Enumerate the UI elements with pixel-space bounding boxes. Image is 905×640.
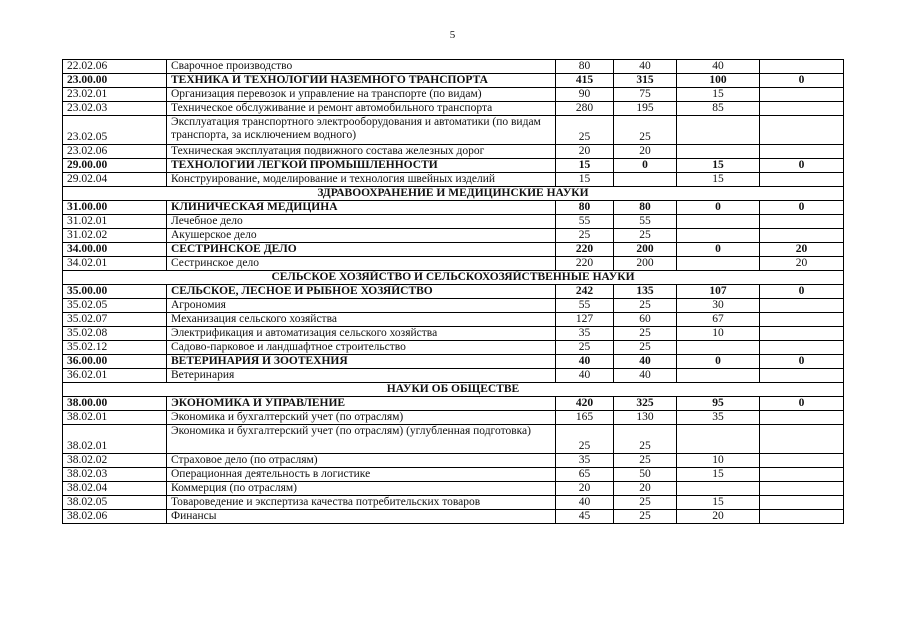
name-cell: Лечебное дело bbox=[167, 215, 556, 229]
column-4-cell bbox=[760, 215, 844, 229]
budget-cell: 25 bbox=[614, 510, 677, 524]
total-cell: 40 bbox=[556, 355, 614, 369]
column-4-cell bbox=[760, 299, 844, 313]
column-4-cell bbox=[760, 411, 844, 425]
column-4-cell: 0 bbox=[760, 159, 844, 173]
budget-cell: 20 bbox=[614, 145, 677, 159]
section-title: НАУКИ ОБ ОБЩЕСТВЕ bbox=[63, 383, 844, 397]
column-3-cell: 15 bbox=[677, 173, 760, 187]
budget-cell: 75 bbox=[614, 88, 677, 102]
column-3-cell: 30 bbox=[677, 299, 760, 313]
group-row bbox=[63, 285, 844, 299]
total-cell: 45 bbox=[556, 510, 614, 524]
column-4-cell bbox=[760, 327, 844, 341]
column-3-cell bbox=[677, 116, 760, 145]
column-3-cell: 35 bbox=[677, 411, 760, 425]
total-cell: 20 bbox=[556, 145, 614, 159]
column-3-cell: 95 bbox=[677, 397, 760, 411]
code-cell: 38.02.05 bbox=[63, 496, 167, 510]
total-cell: 420 bbox=[556, 397, 614, 411]
total-cell: 80 bbox=[556, 201, 614, 215]
code-cell: 23.02.05 bbox=[63, 116, 167, 145]
total-cell: 220 bbox=[556, 257, 614, 271]
total-cell: 280 bbox=[556, 102, 614, 116]
column-3-cell: 107 bbox=[677, 285, 760, 299]
group-row bbox=[63, 243, 844, 257]
code-cell: 38.02.01 bbox=[63, 425, 167, 454]
column-4-cell bbox=[760, 341, 844, 355]
column-4-cell bbox=[760, 60, 844, 74]
column-3-cell: 15 bbox=[677, 88, 760, 102]
name-cell: Операционная деятельность в логистике bbox=[167, 468, 556, 482]
budget-cell: 40 bbox=[614, 60, 677, 74]
table-row bbox=[63, 102, 844, 116]
name-cell: Коммерция (по отраслям) bbox=[167, 482, 556, 496]
column-4-cell bbox=[760, 229, 844, 243]
total-cell: 35 bbox=[556, 327, 614, 341]
name-cell: Экономика и бухгалтерский учет (по отраслям) (углубленная подготовка) bbox=[167, 425, 556, 454]
group-row bbox=[63, 355, 844, 369]
column-4-cell bbox=[760, 482, 844, 496]
table-row bbox=[63, 257, 844, 271]
total-cell: 55 bbox=[556, 299, 614, 313]
total-cell: 127 bbox=[556, 313, 614, 327]
total-cell: 40 bbox=[556, 496, 614, 510]
name-cell: Финансы bbox=[167, 510, 556, 524]
code-cell: 35.00.00 bbox=[63, 285, 167, 299]
budget-cell: 50 bbox=[614, 468, 677, 482]
name-cell: Акушерское дело bbox=[167, 229, 556, 243]
name-cell: ТЕХНОЛОГИИ ЛЕГКОЙ ПРОМЫШЛЕННОСТИ bbox=[167, 159, 556, 173]
budget-cell: 40 bbox=[614, 369, 677, 383]
column-4-cell bbox=[760, 145, 844, 159]
group-row bbox=[63, 159, 844, 173]
column-4-cell: 0 bbox=[760, 285, 844, 299]
column-4-cell: 0 bbox=[760, 201, 844, 215]
table-row bbox=[63, 173, 844, 187]
budget-cell: 25 bbox=[614, 299, 677, 313]
budget-cell: 130 bbox=[614, 411, 677, 425]
table-row bbox=[63, 145, 844, 159]
budget-cell: 25 bbox=[614, 327, 677, 341]
name-cell: ВЕТЕРИНАРИЯ И ЗООТЕХНИЯ bbox=[167, 355, 556, 369]
budget-cell: 315 bbox=[614, 74, 677, 88]
table-row bbox=[63, 229, 844, 243]
budget-cell: 135 bbox=[614, 285, 677, 299]
budget-cell: 25 bbox=[614, 454, 677, 468]
code-cell: 38.00.00 bbox=[63, 397, 167, 411]
group-row bbox=[63, 74, 844, 88]
table-row bbox=[63, 496, 844, 510]
code-cell: 23.02.06 bbox=[63, 145, 167, 159]
column-4-cell: 20 bbox=[760, 257, 844, 271]
column-4-cell bbox=[760, 468, 844, 482]
total-cell: 40 bbox=[556, 369, 614, 383]
name-cell: Эксплуатация транспортного электрооборудования и автоматики (по видам транспорта, за исключением водного) bbox=[167, 116, 556, 145]
budget-cell: 55 bbox=[614, 215, 677, 229]
column-3-cell: 15 bbox=[677, 159, 760, 173]
column-3-cell: 15 bbox=[677, 496, 760, 510]
budget-cell: 25 bbox=[614, 341, 677, 355]
budget-cell: 20 bbox=[614, 482, 677, 496]
section-header-row bbox=[63, 187, 844, 201]
column-3-cell bbox=[677, 425, 760, 454]
total-cell: 25 bbox=[556, 229, 614, 243]
total-cell: 80 bbox=[556, 60, 614, 74]
name-cell: Организация перевозок и управление на транспорте (по видам) bbox=[167, 88, 556, 102]
column-3-cell bbox=[677, 482, 760, 496]
table-row bbox=[63, 510, 844, 524]
column-4-cell bbox=[760, 102, 844, 116]
budget-cell: 25 bbox=[614, 229, 677, 243]
code-cell: 31.02.02 bbox=[63, 229, 167, 243]
column-3-cell: 40 bbox=[677, 60, 760, 74]
budget-cell: 80 bbox=[614, 201, 677, 215]
name-cell: СЕЛЬСКОЕ, ЛЕСНОЕ И РЫБНОЕ ХОЗЯЙСТВО bbox=[167, 285, 556, 299]
section-title: ЗДРАВООХРАНЕНИЕ И МЕДИЦИНСКИЕ НАУКИ bbox=[63, 187, 844, 201]
code-cell: 38.02.03 bbox=[63, 468, 167, 482]
column-4-cell: 0 bbox=[760, 74, 844, 88]
column-3-cell bbox=[677, 229, 760, 243]
budget-cell: 0 bbox=[614, 159, 677, 173]
code-cell: 36.02.01 bbox=[63, 369, 167, 383]
table-row bbox=[63, 60, 844, 74]
column-3-cell bbox=[677, 369, 760, 383]
column-3-cell: 0 bbox=[677, 355, 760, 369]
column-3-cell: 0 bbox=[677, 201, 760, 215]
column-4-cell bbox=[760, 88, 844, 102]
name-cell: ТЕХНИКА И ТЕХНОЛОГИИ НАЗЕМНОГО ТРАНСПОРТА bbox=[167, 74, 556, 88]
name-cell: Техническая эксплуатация подвижного состава железных дорог bbox=[167, 145, 556, 159]
table-row bbox=[63, 369, 844, 383]
column-3-cell: 0 bbox=[677, 243, 760, 257]
column-3-cell bbox=[677, 145, 760, 159]
budget-cell: 200 bbox=[614, 257, 677, 271]
table-row bbox=[63, 425, 844, 454]
total-cell: 165 bbox=[556, 411, 614, 425]
table-row bbox=[63, 411, 844, 425]
section-header-row bbox=[63, 271, 844, 285]
code-cell: 29.00.00 bbox=[63, 159, 167, 173]
budget-cell: 25 bbox=[614, 496, 677, 510]
total-cell: 90 bbox=[556, 88, 614, 102]
column-3-cell: 10 bbox=[677, 454, 760, 468]
name-cell: Садово-парковое и ландшафтное строительство bbox=[167, 341, 556, 355]
total-cell: 220 bbox=[556, 243, 614, 257]
name-cell: Агрономия bbox=[167, 299, 556, 313]
name-cell: Сестринское дело bbox=[167, 257, 556, 271]
column-4-cell bbox=[760, 425, 844, 454]
table-row bbox=[63, 341, 844, 355]
total-cell: 55 bbox=[556, 215, 614, 229]
total-cell: 20 bbox=[556, 482, 614, 496]
enrollment-table bbox=[62, 59, 844, 524]
total-cell: 25 bbox=[556, 116, 614, 145]
table-row bbox=[63, 299, 844, 313]
column-3-cell bbox=[677, 215, 760, 229]
budget-cell: 195 bbox=[614, 102, 677, 116]
table-row bbox=[63, 215, 844, 229]
total-cell: 25 bbox=[556, 425, 614, 454]
name-cell: СЕСТРИНСКОЕ ДЕЛО bbox=[167, 243, 556, 257]
table-row bbox=[63, 116, 844, 145]
total-cell: 25 bbox=[556, 341, 614, 355]
column-4-cell: 0 bbox=[760, 355, 844, 369]
budget-cell: 25 bbox=[614, 425, 677, 454]
table-row bbox=[63, 468, 844, 482]
group-row bbox=[63, 201, 844, 215]
code-cell: 35.02.12 bbox=[63, 341, 167, 355]
code-cell: 34.00.00 bbox=[63, 243, 167, 257]
total-cell: 242 bbox=[556, 285, 614, 299]
column-3-cell: 10 bbox=[677, 327, 760, 341]
code-cell: 35.02.05 bbox=[63, 299, 167, 313]
total-cell: 65 bbox=[556, 468, 614, 482]
name-cell: Электрификация и автоматизация сельского хозяйства bbox=[167, 327, 556, 341]
code-cell: 31.02.01 bbox=[63, 215, 167, 229]
name-cell: Страховое дело (по отраслям) bbox=[167, 454, 556, 468]
code-cell: 38.02.04 bbox=[63, 482, 167, 496]
table-row bbox=[63, 327, 844, 341]
name-cell: ЭКОНОМИКА И УПРАВЛЕНИЕ bbox=[167, 397, 556, 411]
section-title: СЕЛЬСКОЕ ХОЗЯЙСТВО И СЕЛЬСКОХОЗЯЙСТВЕННЫЕ НАУКИ bbox=[63, 271, 844, 285]
code-cell: 38.02.06 bbox=[63, 510, 167, 524]
column-4-cell bbox=[760, 173, 844, 187]
column-4-cell: 20 bbox=[760, 243, 844, 257]
column-3-cell: 15 bbox=[677, 468, 760, 482]
code-cell: 36.00.00 bbox=[63, 355, 167, 369]
column-3-cell: 20 bbox=[677, 510, 760, 524]
name-cell: Техническое обслуживание и ремонт автомобильного транспорта bbox=[167, 102, 556, 116]
column-3-cell: 100 bbox=[677, 74, 760, 88]
budget-cell: 40 bbox=[614, 355, 677, 369]
code-cell: 23.02.03 bbox=[63, 102, 167, 116]
budget-cell: 25 bbox=[614, 116, 677, 145]
table-row bbox=[63, 454, 844, 468]
code-cell: 23.00.00 bbox=[63, 74, 167, 88]
column-3-cell: 85 bbox=[677, 102, 760, 116]
code-cell: 35.02.08 bbox=[63, 327, 167, 341]
column-4-cell bbox=[760, 369, 844, 383]
budget-cell: 325 bbox=[614, 397, 677, 411]
table-row bbox=[63, 313, 844, 327]
column-3-cell bbox=[677, 257, 760, 271]
total-cell: 415 bbox=[556, 74, 614, 88]
code-cell: 23.02.01 bbox=[63, 88, 167, 102]
name-cell: Сварочное производство bbox=[167, 60, 556, 74]
code-cell: 34.02.01 bbox=[63, 257, 167, 271]
column-3-cell bbox=[677, 341, 760, 355]
budget-cell: 200 bbox=[614, 243, 677, 257]
page-number: 5 bbox=[449, 29, 456, 41]
code-cell: 35.02.07 bbox=[63, 313, 167, 327]
code-cell: 31.00.00 bbox=[63, 201, 167, 215]
column-3-cell: 67 bbox=[677, 313, 760, 327]
code-cell: 22.02.06 bbox=[63, 60, 167, 74]
code-cell: 29.02.04 bbox=[63, 173, 167, 187]
name-cell: Ветеринария bbox=[167, 369, 556, 383]
column-4-cell bbox=[760, 116, 844, 145]
budget-cell: 60 bbox=[614, 313, 677, 327]
code-cell: 38.02.02 bbox=[63, 454, 167, 468]
total-cell: 15 bbox=[556, 159, 614, 173]
column-4-cell bbox=[760, 496, 844, 510]
name-cell: Товароведение и экспертиза качества потребительских товаров bbox=[167, 496, 556, 510]
name-cell: КЛИНИЧЕСКАЯ МЕДИЦИНА bbox=[167, 201, 556, 215]
total-cell: 35 bbox=[556, 454, 614, 468]
table-body bbox=[63, 60, 844, 524]
name-cell: Экономика и бухгалтерский учет (по отраслям) bbox=[167, 411, 556, 425]
name-cell: Механизация сельского хозяйства bbox=[167, 313, 556, 327]
budget-cell bbox=[614, 173, 677, 187]
total-cell: 15 bbox=[556, 173, 614, 187]
table-row bbox=[63, 88, 844, 102]
column-4-cell bbox=[760, 510, 844, 524]
column-4-cell: 0 bbox=[760, 397, 844, 411]
table-row bbox=[63, 482, 844, 496]
code-cell: 38.02.01 bbox=[63, 411, 167, 425]
column-4-cell bbox=[760, 313, 844, 327]
name-cell: Конструирование, моделирование и технология швейных изделий bbox=[167, 173, 556, 187]
column-4-cell bbox=[760, 454, 844, 468]
group-row bbox=[63, 397, 844, 411]
section-header-row bbox=[63, 383, 844, 397]
